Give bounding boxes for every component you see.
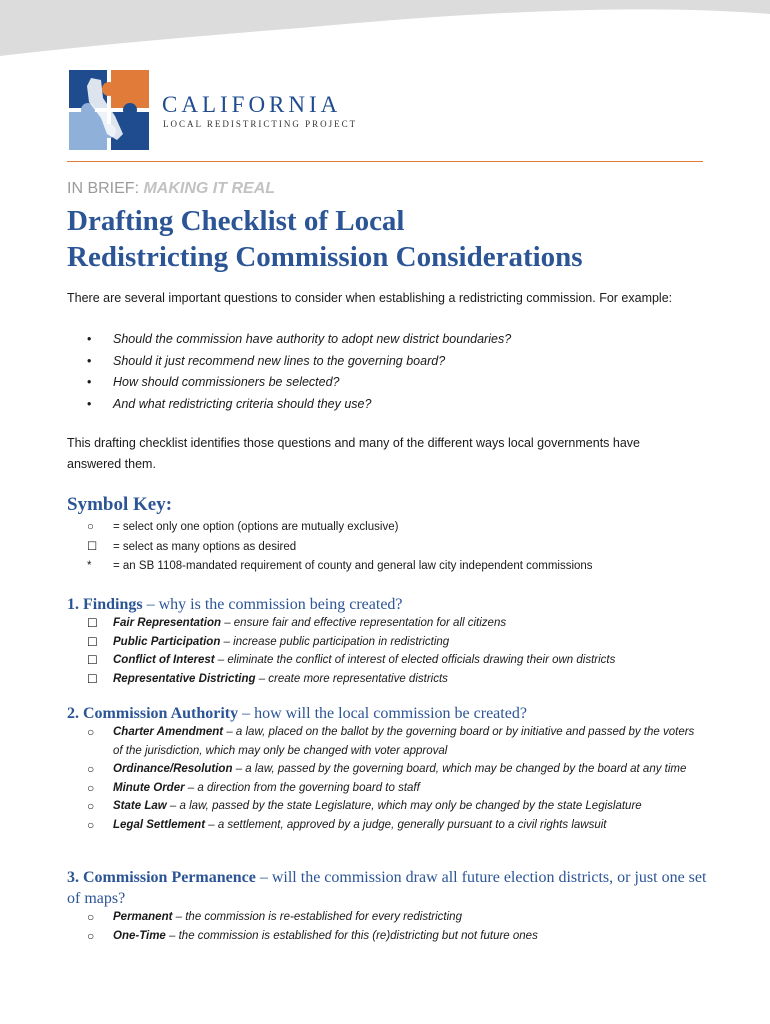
bullet-icon: • [87, 375, 92, 389]
puzzle-logo-icon [67, 68, 151, 152]
checkbox-square-icon: ☐ [87, 634, 98, 649]
in-brief-prefix: IN BRIEF: [67, 180, 140, 197]
radio-circle-icon: ○ [87, 780, 95, 795]
question-list [67, 329, 511, 415]
authority-options [87, 723, 707, 834]
brand-name: CALIFORNIA [162, 92, 342, 117]
key-text: = an SB 1108-mandated requirement of county and general law city independent commissions [113, 560, 593, 572]
option-desc: – increase public participation in redistricting [220, 635, 450, 648]
intro-paragraph: There are several important questions to consider when establishing a redistricting commission. For example: [67, 291, 673, 305]
option-desc: – ensure fair and effective representation for all citizens [221, 617, 507, 629]
bullet-icon: • [87, 353, 92, 368]
option-desc: – a law, placed on the ballot by the governing board or by initiative and passed by the voters of the jurisdiction, which may only be changed with voter approval [113, 726, 695, 757]
option-label: Charter Amendment [113, 726, 224, 738]
page-corner-decoration [0, 0, 770, 70]
list-item [87, 760, 707, 779]
option-desc: – a law, passed by the governing board, which may be changed by the board at any time [232, 763, 687, 775]
list-item [87, 723, 707, 760]
list-item [87, 614, 707, 633]
bullet-icon: • [87, 332, 92, 346]
key-text: = select only one option (options are mutually exclusive) [113, 521, 399, 533]
list-item [67, 329, 511, 351]
checkbox-square-icon: ☐ [87, 616, 98, 630]
radio-circle-icon: ○ [87, 817, 95, 832]
radio-circle-icon: ○ [87, 799, 95, 813]
closing-paragraph: This drafting checklist identifies those questions and many of the different ways local governments have answered them. [67, 436, 640, 471]
symbol-key-list [87, 518, 593, 577]
option-desc: – eliminate the conflict of interest of elected officials drawing their own districts [214, 654, 616, 666]
section-heading-permanence [67, 867, 707, 909]
list-item [87, 779, 707, 798]
option-label: One-Time [113, 929, 166, 942]
option-label: Minute Order [113, 781, 185, 794]
option-label: Public Participation [113, 635, 221, 648]
asterisk-icon: * [87, 560, 92, 572]
option-desc: – the commission is established for this (re)districting but not future ones [165, 929, 538, 942]
section-question: – why is the commission being created? [142, 596, 403, 613]
section-heading-authority [67, 703, 707, 724]
list-item [87, 518, 593, 538]
list-item [67, 351, 511, 373]
option-label: Legal Settlement [113, 818, 206, 831]
option-label: Representative Districting [113, 672, 256, 685]
question-text: And what redistricting criteria should they use? [113, 396, 372, 411]
list-item [87, 927, 707, 946]
list-item [87, 816, 707, 835]
radio-circle-icon: ○ [87, 521, 94, 533]
option-label: Fair Representation [113, 617, 221, 629]
option-desc: – a direction from the governing board to staff [184, 781, 420, 794]
list-item [67, 394, 511, 416]
checkbox-square-icon: ☐ [87, 653, 98, 667]
list-item [87, 633, 707, 652]
option-desc: – a settlement, approved by a judge, generally pursuant to a civil rights lawsuit [205, 818, 607, 831]
checkbox-square-icon: ☐ [87, 671, 98, 686]
radio-circle-icon: ○ [87, 910, 95, 924]
option-desc: – create more representative districts [255, 672, 448, 685]
section-question: – will the commission draw all future election districts, or just one set of maps? [67, 869, 707, 907]
section-title: 2. Commission Authority [67, 705, 239, 722]
checkbox-square-icon: ☐ [87, 540, 98, 553]
option-label: State Law [113, 800, 167, 812]
permanence-options [87, 908, 707, 945]
option-desc: – a law, passed by the state Legislature, which may only be changed by the state Legislature [166, 800, 642, 812]
radio-circle-icon: ○ [87, 762, 95, 776]
symbol-key-heading: Symbol Key: [67, 494, 173, 515]
section-title: 1. Findings [67, 596, 143, 613]
document-title [67, 203, 707, 275]
list-item [67, 372, 511, 394]
radio-circle-icon: ○ [87, 725, 95, 739]
list-item [87, 797, 707, 816]
section-title: 3. Commission Permanence [67, 869, 256, 886]
brand-subtitle: LOCAL REDISTRICTING PROJECT [163, 119, 358, 129]
option-label: Permanent [113, 911, 173, 923]
key-text: = select as many options as desired [113, 540, 297, 553]
radio-circle-icon: ○ [87, 928, 95, 943]
section-heading-findings [67, 594, 707, 615]
header-divider [67, 161, 703, 162]
list-item [87, 651, 707, 670]
in-brief-label [67, 180, 275, 198]
title-line-2: Redistricting Commission Considerations [67, 241, 583, 273]
list-item [87, 670, 707, 689]
list-item [87, 557, 593, 577]
bullet-icon: • [87, 396, 92, 411]
option-label: Ordinance/Resolution [113, 763, 233, 775]
list-item [87, 908, 707, 927]
series-name: MAKING IT REAL [143, 180, 276, 197]
findings-options [87, 614, 707, 688]
option-label: Conflict of Interest [113, 654, 215, 666]
title-line-1: Drafting Checklist of Local [67, 205, 405, 237]
list-item [87, 538, 593, 558]
option-desc: – the commission is re-established for every redistricting [172, 911, 462, 923]
section-question: – how will the local commission be created? [238, 705, 527, 722]
question-text: Should the commission have authority to adopt new district boundaries? [113, 332, 512, 346]
question-text: Should it just recommend new lines to the governing board? [113, 353, 446, 368]
question-text: How should commissioners be selected? [113, 375, 340, 389]
